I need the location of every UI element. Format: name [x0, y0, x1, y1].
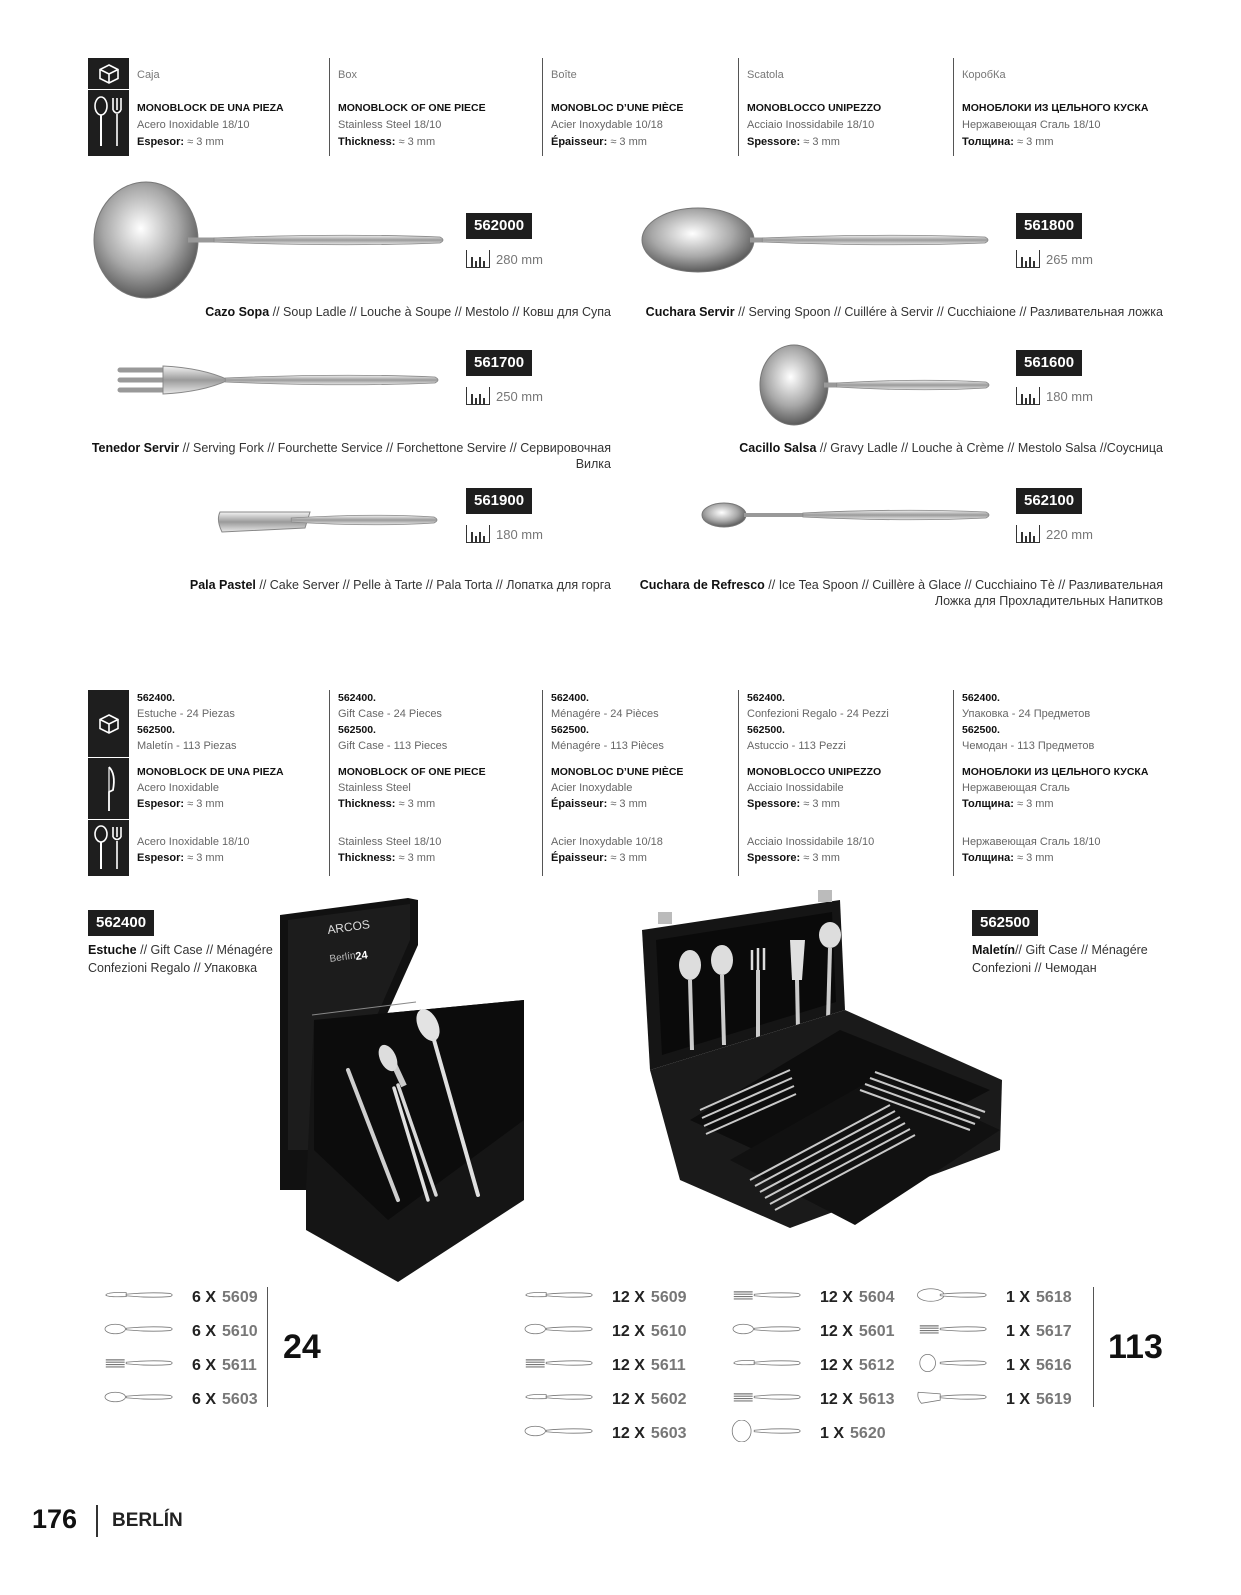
- product-description: // Gravy Ladle // Louche à Crème // Mestolo Salsa //Соусница: [816, 441, 1163, 455]
- construction-label: MONOBLOCCO UNIPEZZO: [747, 766, 882, 778]
- set-spec-separator: [329, 690, 330, 876]
- composition-qty: 6 X: [192, 1390, 217, 1408]
- case-113-image: [640, 890, 1010, 1230]
- material-label: Acciaio Inossidabile 18/10: [747, 119, 875, 131]
- spec-column: [747, 67, 881, 151]
- serving-spoon-image: [638, 200, 993, 280]
- spoon-fork-icon: [88, 90, 129, 156]
- thickness-value: ≈ 3 mm: [1017, 136, 1054, 148]
- set-code-24: 562400.: [338, 692, 376, 704]
- product-name: Tenedor Servir: [91, 441, 180, 455]
- set-code-113: 562500.: [747, 724, 785, 736]
- cutlery-material: Acier Inoxydable 10/18: [551, 836, 663, 848]
- thickness-value: ≈ 3 mm: [1017, 798, 1054, 810]
- product-description: // Cake Server // Pelle à Tarte // Pala Torta // Лопатка для горга: [255, 578, 611, 592]
- cake-server-icon: [906, 1386, 1006, 1413]
- gravy-ladle-icon: [906, 1352, 1006, 1379]
- set-code-24: 562400.: [962, 692, 1000, 704]
- composition-row: [720, 1420, 886, 1447]
- composition-ref: 5603: [650, 1424, 687, 1442]
- product-caption: [90, 304, 611, 320]
- composition-row: [720, 1386, 895, 1413]
- composition-qty: 1 X: [1006, 1390, 1031, 1408]
- composition-qty: 12 X: [820, 1390, 853, 1408]
- set-code-24: 562400.: [137, 692, 175, 704]
- composition-ref: 5617: [1036, 1322, 1072, 1340]
- set-spec-separator: [953, 690, 954, 876]
- composition-row: [512, 1318, 687, 1345]
- comp-113-separator: [1093, 1287, 1094, 1407]
- ruler-icon: [1016, 250, 1040, 268]
- gift-case-code: 562400: [88, 910, 154, 936]
- cake-server-image: [210, 490, 442, 550]
- length-value: 220 mm: [1046, 526, 1093, 542]
- set-desc-113: Astuccio - 113 Pezzi: [747, 740, 846, 752]
- thickness-label: Épaisseur:: [551, 798, 608, 810]
- teaspoon-icon: [512, 1420, 612, 1447]
- case-113-desc2: Confezioni // Чемодан: [972, 961, 1097, 975]
- ruler-icon: [466, 525, 490, 543]
- construction-label: MONOBLOC D’UNE PIÈCE: [551, 766, 684, 778]
- gift-case-desc1: // Gift Case // Ménagére: [136, 943, 273, 957]
- set-spec-column: [551, 690, 683, 866]
- serving-spoon-icon: [906, 1284, 1006, 1311]
- thickness-label: Épaisseur:: [551, 852, 608, 864]
- fish-knife-icon: [720, 1352, 820, 1379]
- thickness-value: ≈ 3 mm: [610, 136, 647, 148]
- composition-qty: 1 X: [1006, 1322, 1031, 1340]
- product-name: Cuchara de Refresco: [639, 578, 765, 592]
- cutlery-material: Нержавеющая Сгаль 18/10: [962, 836, 1101, 848]
- gift-case-24-image: [278, 890, 528, 1285]
- spec-separator: [329, 58, 330, 156]
- product-code: 561800: [1016, 213, 1082, 239]
- comp-24-total: 24: [283, 1328, 321, 1366]
- composition-row: [906, 1386, 1072, 1413]
- knife-material: Acciaio Inossidabile: [747, 782, 844, 794]
- spec-column: [962, 67, 1148, 151]
- construction-label: MONOBLOC D’UNE PIÈCE: [551, 102, 684, 114]
- gift-case-count: 24: [354, 949, 369, 963]
- set-code-113: 562500.: [551, 724, 589, 736]
- product-code: 562100: [1016, 488, 1082, 514]
- cutlery-material: Acero Inoxidable 18/10: [137, 836, 250, 848]
- set-spec-separator: [542, 690, 543, 876]
- set-desc-113: Ménagére - 113 Pièces: [551, 740, 664, 752]
- ruler-icon: [1016, 525, 1040, 543]
- spec-separator: [953, 58, 954, 156]
- set-desc-24: Estuche - 24 Piezas: [137, 708, 235, 720]
- case-113-desc1: // Gift Case // Ménagére: [1015, 943, 1148, 957]
- thickness-value: ≈ 3 mm: [610, 852, 647, 864]
- gift-case-caption: [88, 941, 273, 977]
- thickness-label: Espesor:: [137, 136, 185, 148]
- set-desc-113: Maletín - 113 Piezas: [137, 740, 237, 752]
- thickness-label: Thickness:: [338, 136, 396, 148]
- composition-qty: 12 X: [820, 1322, 853, 1340]
- product-name: Cazo Sopa: [205, 305, 270, 319]
- composition-qty: 6 X: [192, 1288, 217, 1306]
- set-spec-icon-bar: [88, 690, 129, 876]
- spoon-fork-icon: [88, 820, 129, 876]
- comp-24-separator: [267, 1287, 268, 1407]
- composition-row: [720, 1284, 895, 1311]
- composition-qty: 12 X: [612, 1288, 645, 1306]
- box-label: КоробКа: [962, 69, 1006, 81]
- composition-row: [92, 1318, 258, 1345]
- thickness-value: ≈ 3 mm: [803, 852, 840, 864]
- comp-113-total: 113: [1108, 1328, 1163, 1366]
- spoon-icon: [512, 1318, 612, 1345]
- spec-icon-bar: [88, 58, 129, 156]
- set-code-24: 562400.: [747, 692, 785, 704]
- product-length: [466, 250, 543, 268]
- footer-separator: [96, 1505, 98, 1537]
- composition-ref: 5610: [650, 1322, 687, 1340]
- set-desc-24: Ménagére - 24 Pièces: [551, 708, 659, 720]
- section-title: BERLÍN: [112, 1510, 183, 1531]
- construction-label: MONOBLOCK DE UNA PIEZA: [137, 102, 284, 114]
- length-value: 280 mm: [496, 251, 543, 267]
- ruler-icon: [466, 387, 490, 405]
- cutlery-material: Acciaio Inossidabile 18/10: [747, 836, 875, 848]
- composition-ref: 5604: [858, 1288, 895, 1306]
- material-label: Stainless Steel 18/10: [338, 119, 442, 131]
- thickness-value: ≈ 3 mm: [187, 798, 224, 810]
- product-caption: [620, 304, 1163, 320]
- thickness-value: ≈ 3 mm: [398, 136, 436, 148]
- set-spec-column: [137, 690, 284, 866]
- construction-label: MONOBLOCK OF ONE PIECE: [338, 102, 486, 114]
- thickness-label: Espesor:: [137, 798, 185, 810]
- composition-ref: 5602: [650, 1390, 687, 1408]
- thickness-value: ≈ 3 mm: [187, 852, 224, 864]
- product-caption: [620, 440, 1163, 456]
- composition-row: [92, 1352, 257, 1379]
- box-label: Box: [338, 69, 357, 81]
- spec-separator: [738, 58, 739, 156]
- knife-icon: [88, 758, 129, 820]
- composition-qty: 1 X: [1006, 1356, 1031, 1374]
- thickness-label: Толщина:: [962, 852, 1014, 864]
- composition-ref: 5616: [1036, 1356, 1072, 1374]
- thickness-label: Espesor:: [137, 852, 185, 864]
- composition-ref: 5601: [858, 1322, 895, 1340]
- knife-icon: [92, 1284, 192, 1311]
- set-spec-column: [962, 690, 1148, 866]
- gravy-ladle-image: [752, 340, 994, 430]
- box-label: Boîte: [551, 69, 577, 81]
- knife-icon: [512, 1284, 612, 1311]
- composition-ref: 5611: [650, 1356, 686, 1374]
- composition-qty: 12 X: [612, 1390, 645, 1408]
- construction-label: MONOBLOCK DE UNA PIEZA: [137, 766, 284, 778]
- thickness-label: Thickness:: [338, 852, 396, 864]
- thickness-label: Épaisseur:: [551, 136, 608, 148]
- construction-label: МОНОБЛОКИ ИЗ ЦЕЛЬНОГО КУСКА: [962, 102, 1149, 114]
- product-code: 561600: [1016, 350, 1082, 376]
- thickness-value: ≈ 3 mm: [398, 798, 436, 810]
- composition-qty: 1 X: [1006, 1288, 1031, 1306]
- composition-qty: 1 X: [820, 1424, 845, 1442]
- thickness-value: ≈ 3 mm: [398, 852, 436, 864]
- product-length: [1016, 387, 1093, 405]
- case-113-code: 562500: [972, 910, 1038, 936]
- product-name: Pala Pastel: [189, 578, 256, 592]
- set-desc-24: Упаковка - 24 Предметов: [962, 708, 1091, 720]
- composition-ref: 5609: [222, 1288, 258, 1306]
- thickness-value: ≈ 3 mm: [1017, 852, 1054, 864]
- product-name: Cacillo Salsa: [739, 441, 817, 455]
- product-code: 561900: [466, 488, 532, 514]
- knife-material: Stainless Steel: [338, 782, 411, 794]
- fork-icon: [512, 1352, 612, 1379]
- spec-column: [551, 67, 683, 151]
- thickness-value: ≈ 3 mm: [803, 798, 840, 810]
- composition-row: [92, 1386, 258, 1413]
- knife-material: Нержавеющая Сгаль: [962, 782, 1070, 794]
- product-length: [466, 387, 543, 405]
- composition-ref: 5620: [850, 1424, 886, 1442]
- spec-column: [338, 67, 486, 151]
- product-code: 562000: [466, 213, 532, 239]
- composition-ref: 5603: [222, 1390, 258, 1408]
- composition-row: [906, 1284, 1072, 1311]
- material-label: Нержавеющая Сгаль 18/10: [962, 119, 1101, 131]
- knife-material: Acero Inoxidable: [137, 782, 219, 794]
- set-spec-separator: [738, 690, 739, 876]
- ladle-icon: [720, 1420, 820, 1447]
- page-number: 176: [32, 1504, 78, 1534]
- ruler-icon: [466, 250, 490, 268]
- composition-ref: 5612: [858, 1356, 895, 1374]
- composition-qty: 12 X: [820, 1288, 853, 1306]
- gift-case-brand: ARCOS: [326, 917, 371, 937]
- set-spec-column: [338, 690, 486, 866]
- composition-ref: 5611: [222, 1356, 257, 1374]
- product-length: [1016, 525, 1093, 543]
- composition-row: [720, 1318, 895, 1345]
- serving-fork-icon: [906, 1318, 1006, 1345]
- product-length: [466, 525, 543, 543]
- composition-qty: 12 X: [612, 1356, 645, 1374]
- gift-case-name: Estuche: [88, 943, 137, 957]
- composition-row: [512, 1284, 687, 1311]
- composition-ref: 5609: [650, 1288, 687, 1306]
- set-desc-113: Gift Case - 113 Pieces: [338, 740, 448, 752]
- thickness-label: Spessore:: [747, 852, 801, 864]
- construction-label: MONOBLOCCO UNIPEZZO: [747, 102, 882, 114]
- composition-row: [906, 1352, 1072, 1379]
- product-caption: [90, 577, 611, 593]
- box-icon: [88, 690, 129, 758]
- composition-ref: 5610: [222, 1322, 258, 1340]
- dessert-fork-icon: [720, 1284, 820, 1311]
- product-caption: [90, 440, 611, 472]
- teaspoon-icon: [92, 1386, 192, 1413]
- thickness-label: Толщина:: [962, 136, 1014, 148]
- set-desc-113: Чемодан - 113 Предметов: [962, 740, 1095, 752]
- ice-tea-spoon-image: [700, 490, 994, 540]
- box-label: Caja: [137, 69, 160, 81]
- length-value: 180 mm: [496, 526, 543, 542]
- product-description: // Serving Spoon // Cuillére à Servir // Cucchiaione // Разливательная ложка: [734, 305, 1163, 319]
- set-desc-24: Gift Case - 24 Pieces: [338, 708, 442, 720]
- construction-label: MONOBLOCK OF ONE PIECE: [338, 766, 486, 778]
- composition-row: [720, 1352, 895, 1379]
- product-code: 561700: [466, 350, 532, 376]
- construction-label: МОНОБЛОКИ ИЗ ЦЕЛЬНОГО КУСКА: [962, 766, 1149, 778]
- gift-case-desc2: Confezioni Regalo // Упаковка: [88, 961, 258, 975]
- cutlery-material: Stainless Steel 18/10: [338, 836, 442, 848]
- thickness-label: Thickness:: [338, 798, 396, 810]
- composition-qty: 6 X: [192, 1322, 217, 1340]
- product-description: // Serving Fork // Fourchette Service // Forchettone Servire // Сервировочная Вилка: [179, 441, 611, 471]
- composition-ref: 5619: [1036, 1390, 1072, 1408]
- material-label: Acero Inoxidable 18/10: [137, 119, 250, 131]
- composition-row: [92, 1284, 258, 1311]
- composition-row: [906, 1318, 1072, 1345]
- product-description: // Soup Ladle // Louche à Soupe // Mestolo // Ковш для Супа: [269, 305, 611, 319]
- thickness-value: ≈ 3 mm: [610, 798, 647, 810]
- ruler-icon: [1016, 387, 1040, 405]
- material-label: Acier Inoxydable 10/18: [551, 119, 663, 131]
- product-name: Cuchara Servir: [645, 305, 735, 319]
- composition-qty: 12 X: [612, 1424, 645, 1442]
- composition-row: [512, 1386, 687, 1413]
- length-value: 250 mm: [496, 388, 543, 404]
- soup-ladle-image: [88, 180, 448, 300]
- fork-icon: [92, 1352, 192, 1379]
- set-desc-24: Confezioni Regalo - 24 Pezzi: [747, 708, 889, 720]
- dessert-knife-icon: [512, 1386, 612, 1413]
- case-113-name: Maletín: [972, 943, 1016, 957]
- box-label: Scatola: [747, 69, 784, 81]
- case-113-caption: [972, 941, 1148, 977]
- composition-qty: 12 X: [820, 1356, 853, 1374]
- composition-qty: 12 X: [612, 1322, 645, 1340]
- composition-row: [512, 1420, 687, 1447]
- thickness-label: Spessore:: [747, 136, 801, 148]
- box-icon: [88, 58, 129, 90]
- composition-qty: 6 X: [192, 1356, 217, 1374]
- spoon-icon: [92, 1318, 192, 1345]
- product-description: // Ice Tea Spoon // Cuillère à Glace // Cucchiaino Tè // Разливательная Ложка для Прохладительных Напитков: [764, 578, 1163, 608]
- serving-fork-image: [108, 350, 443, 410]
- set-code-24: 562400.: [551, 692, 589, 704]
- thickness-value: ≈ 3 mm: [187, 136, 224, 148]
- product-length: [1016, 250, 1093, 268]
- thickness-label: Spessore:: [747, 798, 801, 810]
- set-code-113: 562500.: [338, 724, 376, 736]
- composition-ref: 5618: [1036, 1288, 1072, 1306]
- length-value: 265 mm: [1046, 251, 1093, 267]
- knife-material: Acier Inoxydable: [551, 782, 633, 794]
- composition-ref: 5613: [858, 1390, 895, 1408]
- set-code-113: 562500.: [137, 724, 175, 736]
- gift-case-line: Berlín: [328, 950, 357, 965]
- spec-separator: [542, 58, 543, 156]
- product-caption: [620, 577, 1163, 609]
- composition-row: [512, 1352, 686, 1379]
- fish-fork-icon: [720, 1386, 820, 1413]
- set-spec-column: [747, 690, 889, 866]
- thickness-value: ≈ 3 mm: [803, 136, 840, 148]
- length-value: 180 mm: [1046, 388, 1093, 404]
- spec-column: [137, 67, 284, 151]
- thickness-label: Толщина:: [962, 798, 1014, 810]
- set-code-113: 562500.: [962, 724, 1000, 736]
- coffee-spoon-icon: [720, 1318, 820, 1345]
